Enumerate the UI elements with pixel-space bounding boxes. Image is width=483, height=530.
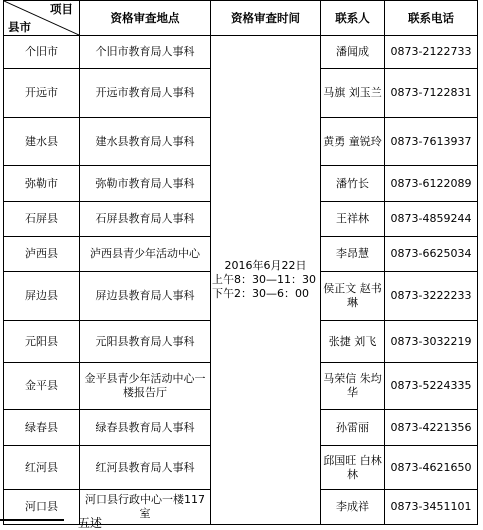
contact-cell: 潘竹长	[321, 166, 385, 202]
location-cell: 泸西县青少年活动中心	[80, 237, 211, 272]
header-diagonal-cell	[4, 1, 80, 36]
location-cell: 元阳县教育局人事科	[80, 321, 211, 363]
header-project: 项目	[50, 2, 73, 16]
header-phone: 联系电话	[385, 1, 478, 36]
table-row	[4, 36, 478, 69]
phone-cell: 0873-7613937	[385, 118, 478, 166]
county-cell: 建水县	[4, 118, 80, 166]
page-edge-line	[0, 519, 64, 521]
location-cell: 弥勒市教育局人事科	[80, 166, 211, 202]
location-cell: 石屏县教育局人事科	[80, 202, 211, 237]
phone-cell: 0873-3222233	[385, 272, 478, 321]
phone-cell: 0873-4621650	[385, 446, 478, 490]
location-cell: 金平县青少年活动中心一楼报告厅	[80, 363, 211, 410]
county-cell: 弥勒市	[4, 166, 80, 202]
county-cell: 开远市	[4, 69, 80, 118]
header-contact: 联系人	[321, 1, 385, 36]
contact-cell: 邱国旺 白林林	[321, 446, 385, 490]
contact-cell: 孙雷丽	[321, 410, 385, 446]
location-cell: 屏边县教育局人事科	[80, 272, 211, 321]
phone-cell: 0873-6625034	[385, 237, 478, 272]
county-cell: 元阳县	[4, 321, 80, 363]
contact-cell: 李成祥	[321, 490, 385, 525]
county-cell: 河口县	[4, 490, 80, 525]
header-location: 资格审查地点	[80, 1, 211, 36]
county-cell: 绿春县	[4, 410, 80, 446]
review-date: 2016年6月22日	[224, 259, 307, 272]
contact-cell: 侯正文 赵书琳	[321, 272, 385, 321]
phone-cell: 0873-4221356	[385, 410, 478, 446]
phone-cell: 0873-6122089	[385, 166, 478, 202]
location-cell: 红河县教育局人事科	[80, 446, 211, 490]
county-cell: 屏边县	[4, 272, 80, 321]
phone-cell: 0873-2122733	[385, 36, 478, 69]
contact-cell: 马旗 刘玉兰	[321, 69, 385, 118]
phone-cell: 0873-5224335	[385, 363, 478, 410]
header-time: 资格审查时间	[211, 1, 321, 36]
contact-cell: 黄勇 童锐玲	[321, 118, 385, 166]
county-cell: 红河县	[4, 446, 80, 490]
county-cell: 个旧市	[4, 36, 80, 69]
qualification-review-table	[3, 0, 478, 525]
review-time-cell	[211, 36, 321, 525]
phone-cell: 0873-7122831	[385, 69, 478, 118]
county-cell: 金平县	[4, 363, 80, 410]
phone-cell: 0873-3032219	[385, 321, 478, 363]
location-cell: 个旧市教育局人事科	[80, 36, 211, 69]
table-header-row	[4, 1, 478, 36]
county-cell: 石屏县	[4, 202, 80, 237]
contact-cell: 李昂慧	[321, 237, 385, 272]
location-cell: 绿春县教育局人事科	[80, 410, 211, 446]
county-cell: 泸西县	[4, 237, 80, 272]
phone-cell: 0873-3451101	[385, 490, 478, 525]
location-cell: 建水县教育局人事科	[80, 118, 211, 166]
header-county: 县市	[8, 20, 31, 34]
location-cell: 开远市教育局人事科	[80, 69, 211, 118]
phone-cell: 0873-4859244	[385, 202, 478, 237]
contact-cell: 王祥林	[321, 202, 385, 237]
contact-cell: 马荣信 朱均华	[321, 363, 385, 410]
contact-cell: 潘闻成	[321, 36, 385, 69]
location-cell: 河口县行政中心一楼117室	[80, 490, 211, 525]
review-afternoon: 下午2：30—6：00	[212, 287, 309, 300]
contact-cell: 张捷 刘飞	[321, 321, 385, 363]
review-morning: 上午8：30—11：30	[212, 273, 316, 286]
cut-off-footer-text: 五述	[78, 516, 103, 530]
